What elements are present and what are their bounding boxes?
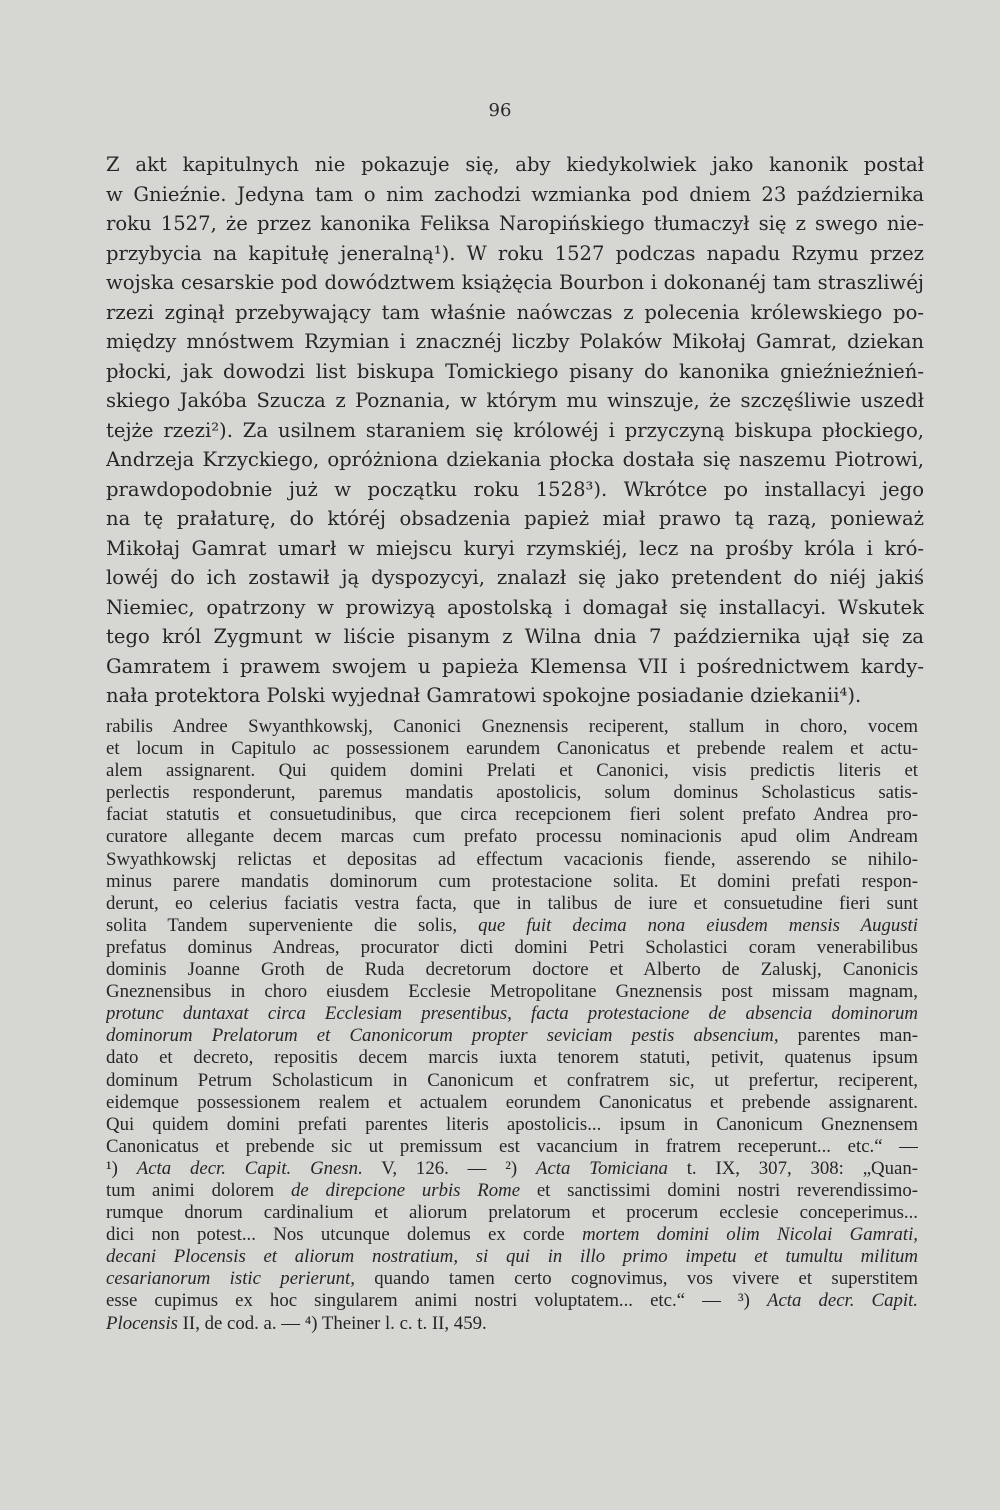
footnote-text: II, de cod. a. — ⁴) Theiner l. c. t. II, 459.: [177, 1312, 487, 1334]
footnote-text: perlectis responderunt, paremus mandatis apostolicis, solum dominus Scholasticus satis-: [106, 782, 918, 804]
footnote-line: [106, 1268, 918, 1290]
footnote-text: minus parere mandatis dominorum cum protestacione solita. Et domini prefati respon-: [106, 870, 918, 892]
body-line: wojska cesarskie pod dowództwem książęcia Bourbon i dokonanéj tam straszliwéj: [106, 271, 924, 294]
footnote-line: [106, 915, 918, 937]
footnote-text: dominum Petrum Scholasticum in Canonicum et confratrem sic, ut prefertur, reciperent,: [106, 1069, 918, 1091]
footnote-text: tum animi dolorem: [106, 1179, 291, 1201]
footnote-italic-text: Acta decr. Capit. Gnesn.: [136, 1157, 363, 1179]
body-line: tego król Zygmunt w liście pisanym z Wilna dnia 7 października ujął się za: [106, 625, 924, 648]
footnote-line: [106, 1158, 918, 1180]
footnote-text: derunt, eo celerius faciatis vestra facta, que in talibus de iure et consuetudine fieri sunt: [106, 892, 918, 914]
footnote-text: quando tamen certo cognovimus, vos vivere et superstitem: [354, 1268, 918, 1290]
footnote-text: et locum in Capitulo ac possessionem earundem Canonicatus et prebende realem et actu-: [106, 738, 918, 760]
body-line: prawdopodobnie już w początku roku 1528³). Wkrótce po installacyi jego: [106, 477, 924, 501]
body-line: Z akt kapitulnych nie pokazuje się, aby kiedykolwiek jako kanonik postał: [106, 153, 924, 176]
footnote-line: [106, 804, 918, 826]
footnote-italic-text: mortem domini olim Nicolai Gamrati,: [582, 1224, 918, 1246]
footnote-line: [106, 716, 918, 738]
footnote-text: rumque dnorum cardinalium et aliorum prelatorum et procerum ecclesie conceperimus...: [106, 1202, 918, 1224]
footnote-text: Qui quidem domini prefati parentes literis apostolicis... ipsum in Canonicum Gneznensem: [106, 1113, 918, 1135]
body-line: Mikołaj Gamrat umarł w miejscu kuryi rzymskiéj, lecz na prośby króla i kró-: [106, 536, 924, 560]
footnote-text: dici non potest... Nos utcunque dolemus ex corde: [106, 1224, 583, 1246]
footnote-italic-text: cesarianorum istic perierunt,: [106, 1268, 355, 1290]
body-line: w Gnieźnie. Jedyna tam o nim zachodzi wzmianka pod dniem 23 października: [106, 182, 924, 206]
footnote-text: dato et decreto, repositis decem marcis iuxta tenorem statuti, petivit, quatenus ipsum: [106, 1047, 918, 1069]
body-line: Andrzeja Krzyckiego, opróżniona dziekania płocka dostała się naszemu Piotrowi,: [106, 448, 924, 471]
body-line: tejże rzezi²). Za usilnem staraniem się królowéj i przyczyną biskupa płockiego,: [106, 418, 924, 442]
footnote-line: [106, 1070, 918, 1092]
footnote-italic-text: protunc duntaxat circa Ecclesiam presentibus, facta protestacione de absencia dominorum: [106, 1003, 918, 1025]
footnote-text: alem assignarent. Qui quidem domini Prelati et Canonici, visis predictis literis et: [106, 760, 918, 782]
footnote-line: [106, 1114, 918, 1136]
body-line: przybycia na kapitułę jeneralną¹). W roku 1527 podczas napadu Rzymu przez: [106, 241, 924, 265]
footnote-text: dominis Joanne Groth de Ruda decretorum doctore et Alberto de Zaluskj, Canonicis: [106, 959, 918, 981]
footnote-text: t. IX, 307, 308: „Quan-: [667, 1157, 918, 1179]
footnote-line: [106, 1025, 918, 1047]
footnote-italic-text: decani Plocensis et aliorum nostratium, si qui in illo primo impetu et tumultu militum: [106, 1246, 918, 1268]
footnote-line: [106, 1092, 918, 1114]
footnote-line: [106, 1047, 918, 1069]
page-number: 96: [488, 100, 512, 121]
body-line: Niemiec, opatrzony w prowizyą apostolską i domagał się installacyi. Wskutek: [106, 595, 924, 619]
footnote-line: [106, 937, 918, 959]
body-line: roku 1527, że przez kanonika Feliksa Naropińskiego tłumaczył się z swego nie-: [106, 212, 924, 235]
footnote-line: [106, 760, 918, 782]
body-line: skiego Jakóba Szucza z Poznania, w którym mu winszuje, że szczęśliwie uszedł: [106, 389, 924, 412]
footnote-italic-text: que fuit decima nona eiusdem mensis Augusti: [478, 914, 918, 936]
footnote-text: Gneznensibus in choro eiusdem Ecclesie Metropolitane Gneznensis post missam magnam,: [106, 981, 918, 1003]
footnote-text: parentes man-: [778, 1025, 918, 1047]
footnote-line: [106, 1246, 918, 1268]
body-line: rzezi zginął przebywający tam właśnie naówczas z polecenia królewskiego po-: [106, 300, 924, 324]
footnote-line: [106, 893, 918, 915]
footnote-line: [106, 849, 918, 871]
main-text: [106, 150, 924, 711]
body-line: lowéj do ich zostawił ją dyspozycyi, znalazł się jako pretendent do niéj jakiś: [106, 566, 924, 589]
footnote-text: curatore allegante decem marcas cum prefato processu nominacionis apud olim Andream: [106, 826, 918, 848]
body-line: między mnóstwem Rzymian i znacznéj liczby Polaków Mikołaj Gamrat, dziekan: [106, 330, 924, 353]
footnote-text: et sanctissimi domini nostri reverendissimo-: [520, 1179, 918, 1201]
footnote-text: esse cupimus ex hoc singularem animi nostri voluptatem... etc.“ — ³): [106, 1290, 767, 1312]
footnote-line: [106, 1136, 918, 1158]
footnote-line: [106, 959, 918, 981]
footnote-text: Swyathkowskj relictas et depositas ad effectum vacacionis fiende, asserendo se nihilo-: [106, 848, 918, 870]
body-line: płocki, jak dowodzi list biskupa Tomickiego pisany do kanonika gnieźnieźnień-: [106, 359, 924, 383]
footnote-text: V, 126. — ²): [362, 1157, 536, 1179]
footnote-line: [106, 1180, 918, 1202]
footnote-line: [106, 738, 918, 760]
body-line: Gamratem i prawem swojem u papieża Klemensa VII i pośrednictwem kardy-: [106, 654, 924, 678]
body-line: na tę prałaturę, do któréj obsadzenia papież miał prawo tą razą, ponieważ: [106, 507, 924, 530]
footnote-line: [106, 981, 918, 1003]
footnote-line: [106, 1313, 918, 1335]
footnote-text: eidemque possessionem realem et actualem eorundem Canonicatus et prebende assignarent.: [106, 1091, 918, 1113]
footnote-line: [106, 1202, 918, 1224]
footnote-text: rabilis Andree Swyanthkowskj, Canonici Gneznensis reciperent, stallum in choro, vocem: [106, 716, 918, 737]
footnote-line: [106, 1003, 918, 1025]
footnote-line: [106, 1224, 918, 1246]
footnote-italic-text: dominorum Prelatorum et Canonicorum propter seviciam pestis absencium,: [106, 1025, 779, 1047]
footnote-line: [106, 871, 918, 893]
footnote-italic-text: Plocensis: [106, 1312, 178, 1334]
footnote-italic-text: Acta decr. Capit.: [766, 1290, 918, 1312]
footnote-line: [106, 1290, 918, 1312]
footnote-text: solita Tandem superveniente die solis,: [106, 914, 479, 936]
footnote-line: [106, 826, 918, 848]
footnote-italic-text: Acta Tomiciana: [535, 1157, 668, 1179]
body-line: nała protektora Polski wyjednał Gamratowi spokojne posiadanie dziekanii⁴).: [106, 684, 862, 707]
footnotes: [106, 716, 918, 1335]
footnote-text: prefatus dominus Andreas, procurator dicti domini Petri Scholastici coram venerabilibus: [106, 936, 918, 958]
footnote-text: Canonicatus et prebende sic ut premissum est vacancium in fratrem receperunt... etc.“ —: [106, 1135, 918, 1157]
footnote-text: ¹): [106, 1157, 137, 1179]
footnote-line: [106, 782, 918, 804]
footnote-italic-text: de direpcione urbis Rome: [290, 1179, 521, 1201]
footnote-text: faciat statutis et consuetudinibus, que circa recepcionem fieri solent prefato Andrea pro-: [106, 804, 918, 826]
